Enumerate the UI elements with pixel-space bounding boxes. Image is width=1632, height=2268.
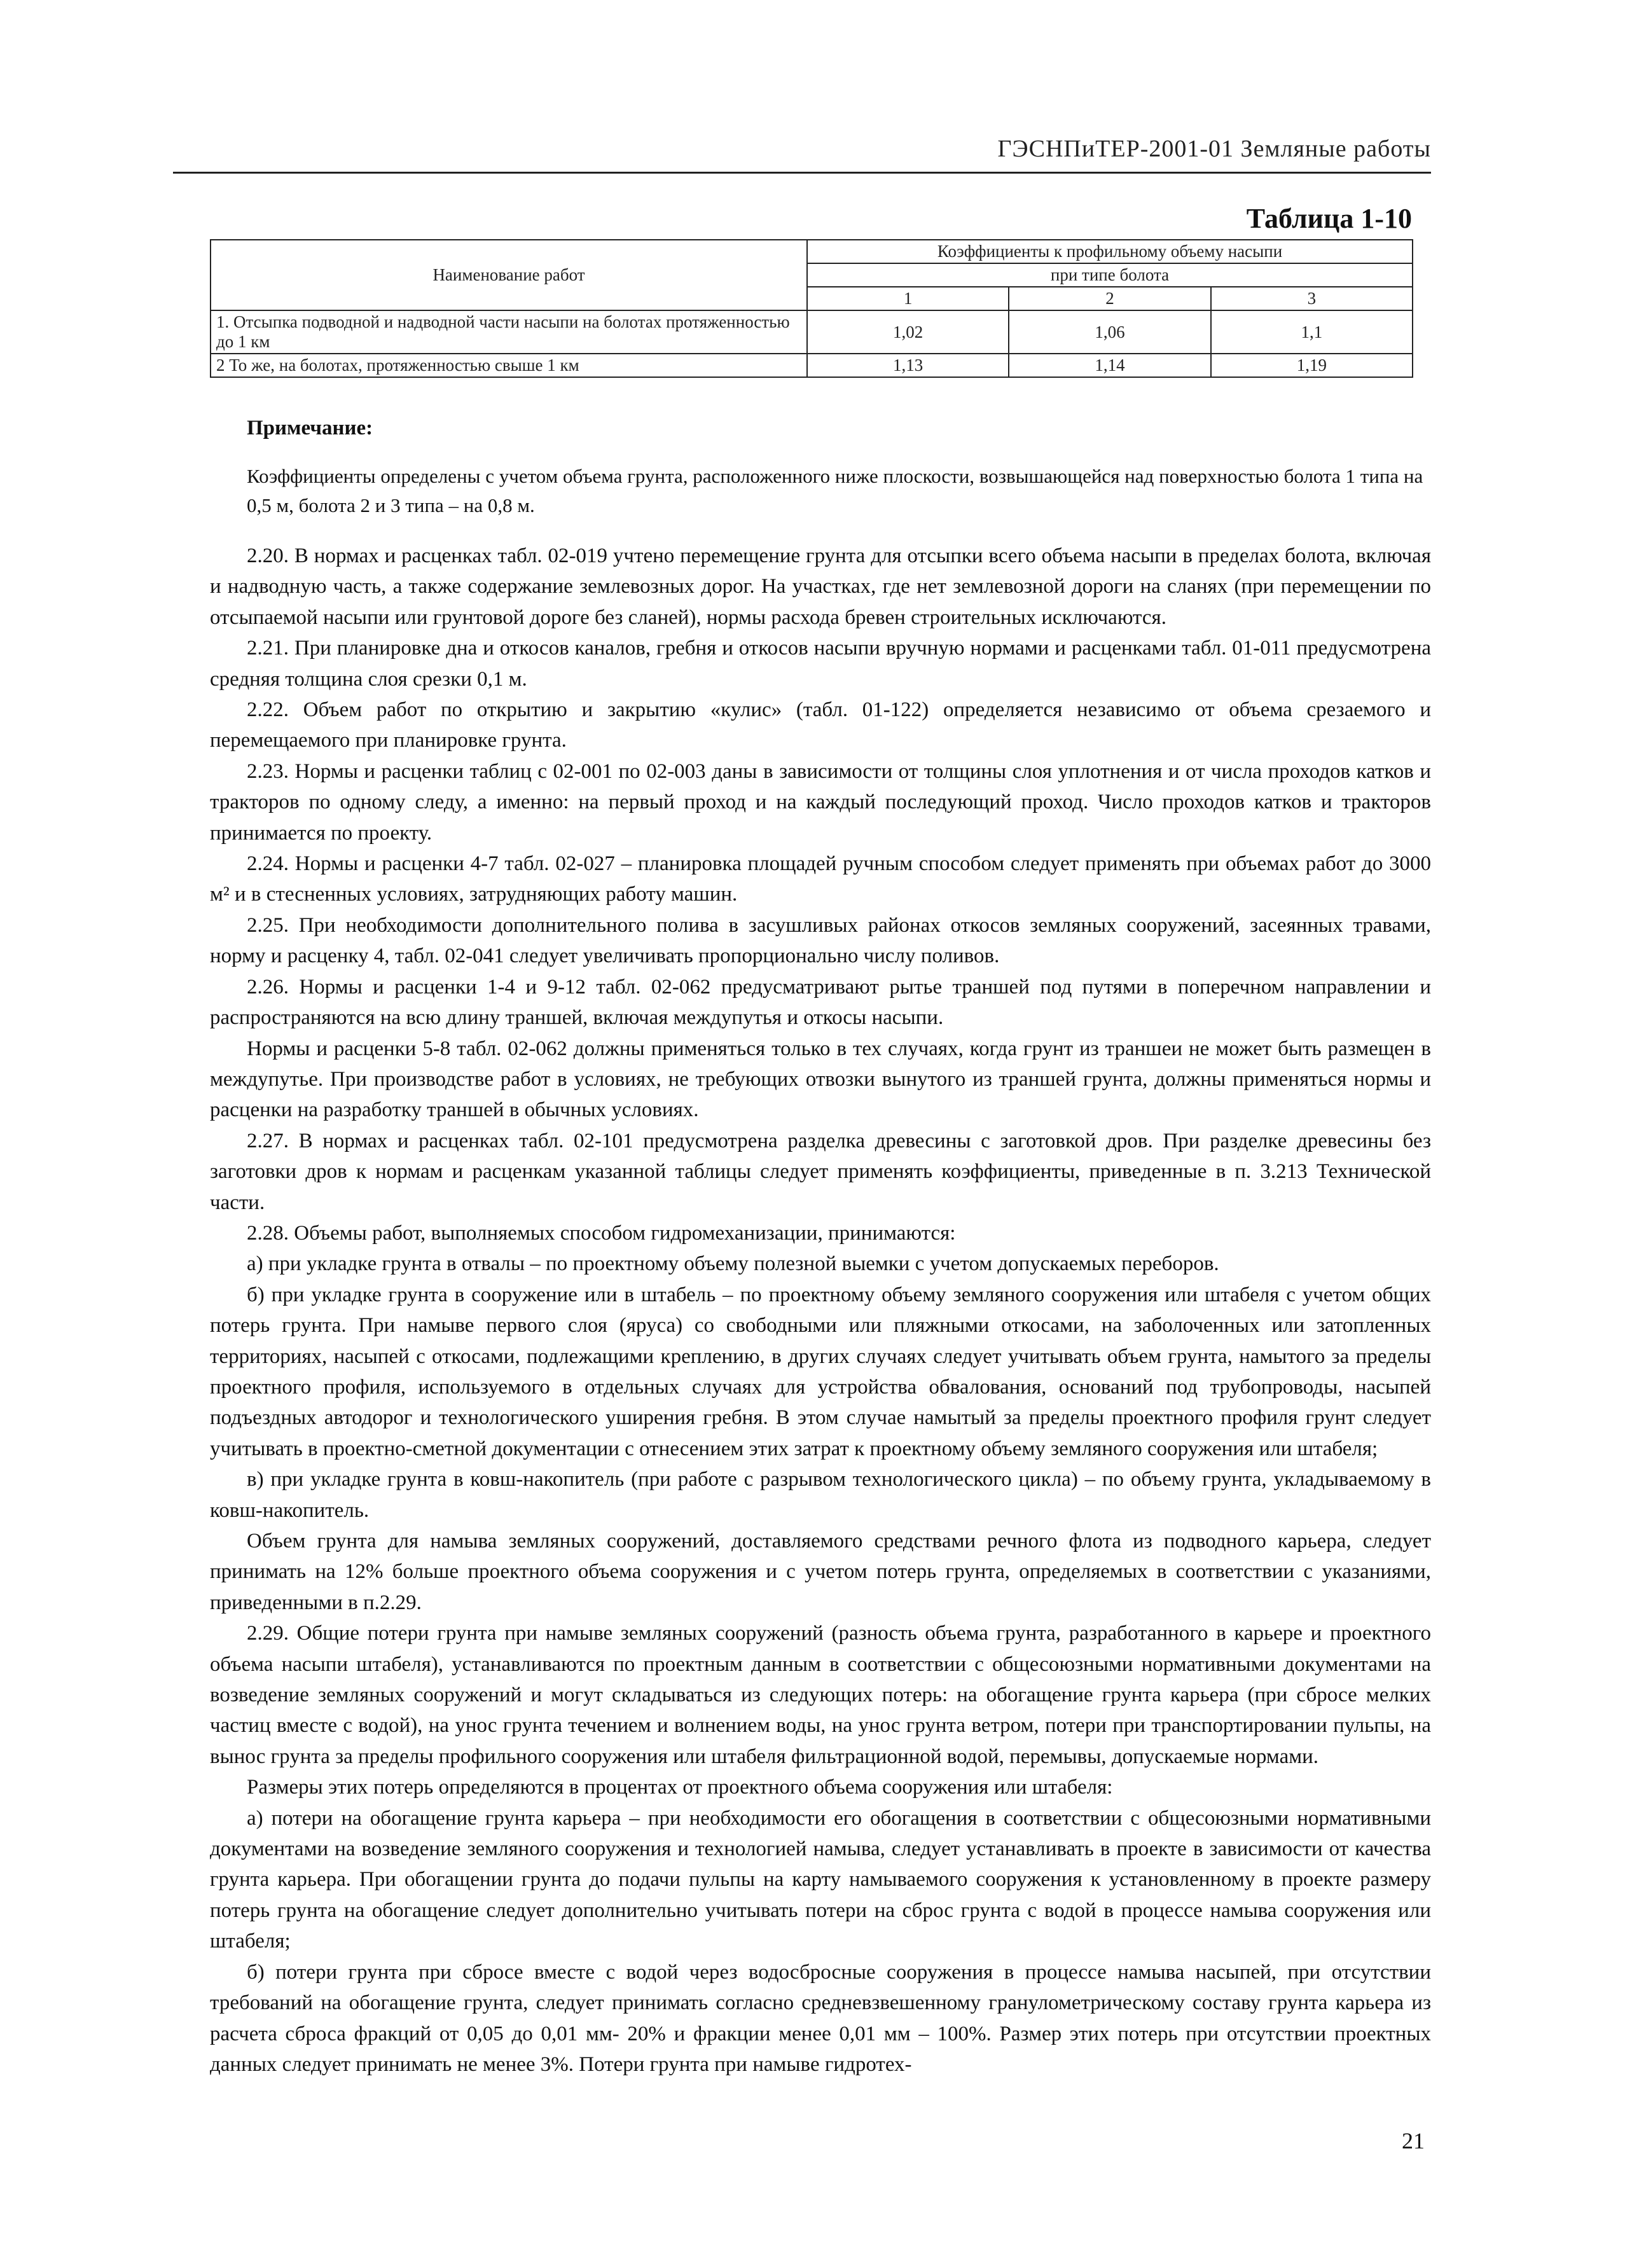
paragraph: Нормы и расценки 5-8 табл. 02-062 должны применяться только в тех случаях, когда грунт из траншеи не может быть размещен в междупутье. При производстве работ в условиях, не требующих отвозки вынутого из траншей грунта, должны применяться нормы и расценки на разработку траншей в обычных условиях. [210,1037,1431,1122]
table-title: Таблица 1-10 [1246,203,1412,234]
paragraph: 2.25. При необходимости дополнительного полива в засушливых районах откосов земляных сооружений, засеянных травами, норму и расценку 4, табл. 02-041 следует увеличивать пропорционально числу поливов. [210,913,1431,968]
table-head-type-col: 1 [807,287,1009,310]
paragraph: а) при укладке грунта в отвалы – по проектному объему полезной выемки с учетом допускаемых переборов. [247,1252,1219,1276]
coefficient-table [210,239,1413,378]
paragraph: 2.23. Нормы и расценки таблиц с 02-001 по 02-003 даны в зависимости от толщины слоя уплотнения и от числа проходов катков и тракторов по одному следу, а именно: на первый проход и на каждый последующий проход. Число проходов катков и тракторов принимается по проекту. [210,759,1431,845]
table-cell-value: 1,06 [1009,310,1210,354]
table-cell-value: 1,13 [807,354,1009,377]
paragraph: 2.26. Нормы и расценки 1-4 и 9-12 табл. 02-062 предусматривают рытье траншей под путями в поперечном направлении и распространяются на всю длину траншей, включая междупутья и откосы насыпи. [210,975,1431,1030]
paragraph: б) при укладке грунта в сооружение или в штабель – по проектному объему земляного сооружения или штабеля с учетом общих потерь грунта. При намыве первого слоя (яруса) со свободными или пляжными откосами, на заболоченных или затопленных территориях, насыпей с откосами, подлежащими креплению, в других случаях следует учитывать объем грунта, намытого за пределы проектного профиля, используемого в отдельных случаях для устройства обвалования, оснований под трубопроводы, насыпей подъездных автодорог и технологического уширения гребня. В этом случае намытый за пределы проектного профиля грунт следует учитывать в проектно-сметной документации с отнесением этих затрат к проектному объему земляного сооружения или штабеля; [210,1283,1431,1460]
table-head-type-col: 2 [1009,287,1210,310]
paragraph: 2.22. Объем работ по открытию и закрытию «кулис» (табл. 01-122) определяется независимо от объема срезаемого и перемещаемого при планировке грунта. [210,698,1431,752]
paragraph: Размеры этих потерь определяются в процентах от проектного объема сооружения или штабеля: [247,1776,1113,1799]
paragraph: 2.29. Общие потери грунта при намыве земляных сооружений (разность объема грунта, разработанного в карьере и проектного объема насыпи штабеля), устанавливаются по проектным данным в соответствии с общесоюзными нормативными документами на возведение земляных сооружений и могут складываться из следующих потерь: на обогащение грунта карьера (при сбросе мелких частиц вместе с водой), на унос грунта течением и волнением воды, на унос грунта ветром, потери при транспортировании пульпы, на вынос грунта за пределы профильного сооружения или штабеля фильтрационной водой, перемывы, допускаемые нормами. [210,1622,1431,1768]
table-cell-value: 1,14 [1009,354,1210,377]
note-text: Коэффициенты определены с учетом объема грунта, расположенного ниже плоскости, возвышающейся над поверхностью болота 1 типа на 0,5 м, болота 2 и 3 типа – на 0,8 м. [247,465,1423,516]
table-head-type-col: 3 [1211,287,1413,310]
paragraph: 2.28. Объемы работ, выполняемых способом гидромеханизации, принимаются: [247,1221,956,1245]
table-cell-name: 1. Отсыпка подводной и надводной части насыпи на болотах протяженностью до 1 км [211,310,807,354]
paragraph: а) потери на обогащение грунта карьера – при необходимости его обогащения в соответствии с общесоюзными нормативными документами на возведение земляного сооружения и технологией намыва, следует устанавливать в проекте в зависимости от качества грунта карьера. При обогащении грунта до подачи пульпы на карту намываемого сооружения к установленному в проекте размеру потерь грунта на обогащение следует дополнительно учитывать потери на сброс грунта с водой в процессе намыва сооружения или штабеля; [210,1806,1431,1953]
note-title: Примечание: [247,417,373,439]
page-number: 21 [1402,2128,1425,2154]
paragraph: 2.21. При планировке дна и откосов каналов, гребня и откосов насыпи вручную нормами и расценками табл. 01-011 предусмотрена средняя толщина слоя срезки 0,1 м. [210,637,1431,691]
table-row [211,354,1413,377]
paragraph: Объем грунта для намыва земляных сооружений, доставляемого средствами речного флота из подводного карьера, следует принимать на 12% больше проектного объема сооружения и с учетом потерь грунта, определяемых в соответствии с указаниями, приведенными в п.2.29. [210,1530,1431,1614]
paragraph: б) потери грунта при сбросе вместе с водой через водосбросные сооружения в процессе намыва насыпей, при отсутствии требований на обогащение грунта, следует принимать согласно средневзвешенному гранулометрическому составу грунта карьера из расчета сброса фракций от 0,05 до 0,01 мм- 20% и фракции менее 0,01 мм – 100%. Размер этих потерь при отсутствии проектных данных следует принимать не менее 3%. Потери грунта при намыве гидротех- [210,1960,1431,2076]
paragraph: 2.24. Нормы и расценки 4-7 табл. 02-027 – планировка площадей ручным способом следует применять при объемах работ до 3000 м² и в стесненных условиях, затрудняющих работу машин. [210,852,1431,906]
header-rule [173,172,1431,174]
table-head-type: при типе болота [807,263,1413,287]
page-header: ГЭСНПиТЕР-2001-01 Земляные работы [997,135,1431,162]
table-cell-value: 1,1 [1211,310,1413,354]
table-cell-value: 1,02 [807,310,1009,354]
table-cell-value: 1,19 [1211,354,1413,377]
paragraph: 2.20. В нормах и расценках табл. 02-019 учтено перемещение грунта для отсыпки всего объема насыпи в пределах болота, включая и надводную часть, а также содержание землевозных дорог. На участках, где нет землевозной дороги на сланях (при перемещении по отсыпаемой насыпи или грунтовой дороге без сланей), нормы расхода бревен строительных исключаются. [210,544,1431,629]
table-cell-name: 2 То же, на болотах, протяженностью свыше 1 км [211,354,807,377]
paragraph: в) при укладке грунта в ковш-накопитель (при работе с разрывом технологического цикла) – по объему грунта, укладываемому в ковш-накопитель. [210,1468,1431,1522]
body-text [210,541,1431,2080]
table-head-coef: Коэффициенты к профильному объему насыпи [807,240,1413,263]
paragraph: 2.27. В нормах и расценках табл. 02-101 предусмотрена разделка древесины с заготовкой дров. При разделке древесины без заготовки дров к нормам и расценкам указанной таблицы следует применять коэффициенты, приведенные в п. 3.213 Технической части. [210,1129,1431,1214]
table-row [211,310,1413,354]
table-note [247,413,1430,520]
table-head-name: Наименование работ [211,240,807,310]
table-header-row [211,240,1413,263]
